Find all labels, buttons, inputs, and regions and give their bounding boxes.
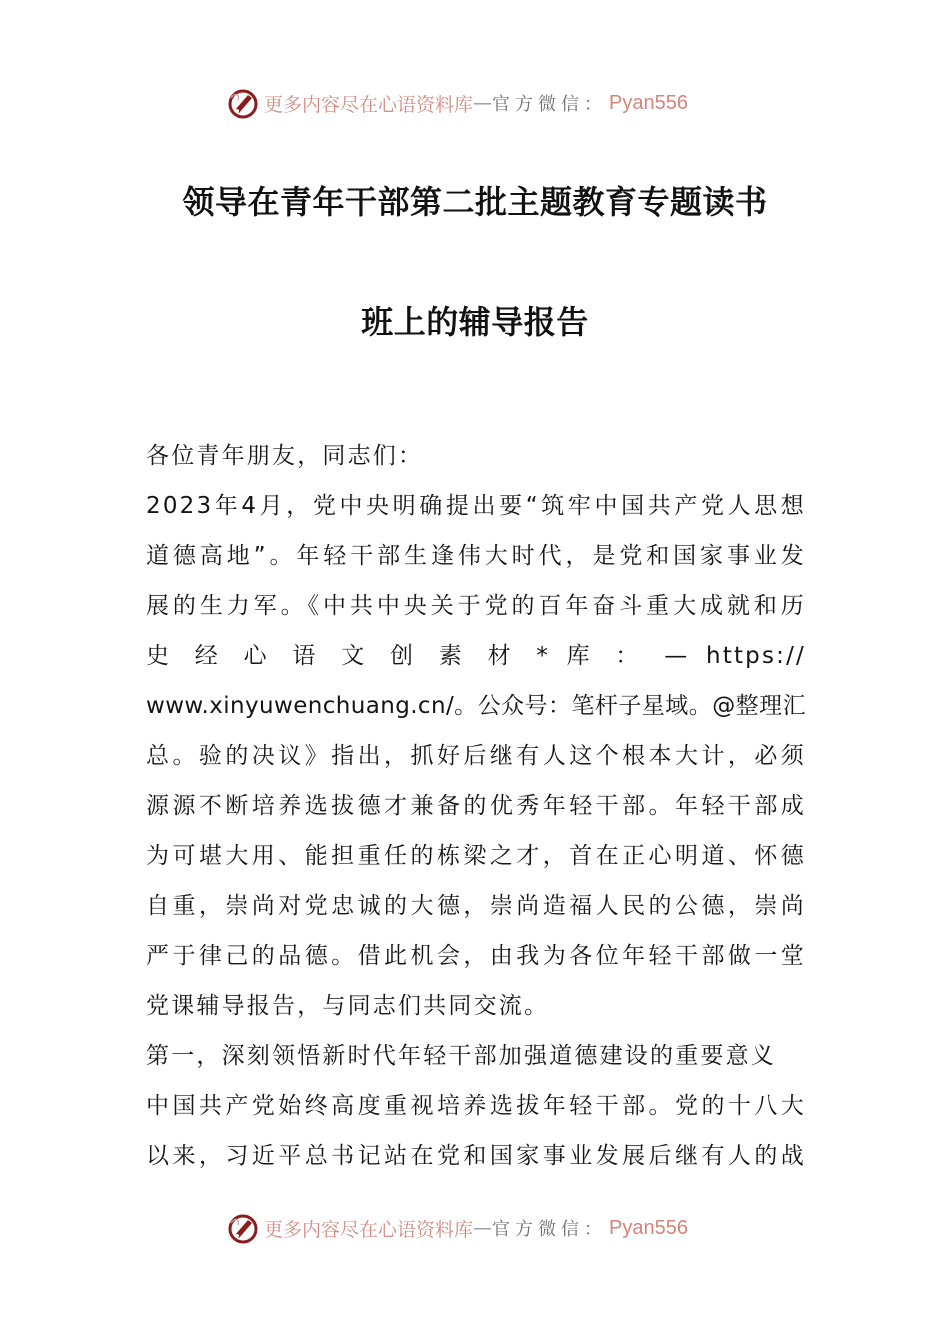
banner-text: 更多内容尽在心语资料库	[264, 1218, 474, 1241]
quill-pen-logo-icon	[226, 86, 260, 120]
paragraph-line: 史 经 心 语 文 创 素 材 * 库 ： — https://	[146, 643, 806, 669]
banner-wechat-label: 官方微信：	[492, 94, 608, 115]
paragraph-line: 严于律己的品德。借此机会，由我为各位年轻干部做一堂	[146, 943, 806, 969]
banner-wechat-id: Pyan556	[609, 91, 688, 114]
paragraph-1	[146, 481, 806, 1031]
paragraph-line: 自重，崇尚对党忠诚的大德，崇尚造福人民的公德，崇尚	[146, 893, 806, 919]
banner-dash: —	[473, 1217, 493, 1239]
salutation-text: 各位青年朋友，同志们：	[146, 443, 424, 469]
paragraph-line: 源源不断培养选拔德才兼备的优秀年轻干部。年轻干部成	[146, 793, 806, 819]
paragraph-line: 展的生力军。《中共中央关于党的百年奋斗重大成就和历	[146, 593, 806, 619]
document-title-line-2: 班上的辅导报告	[361, 303, 589, 341]
paragraph-line: 总。验的决议》指出，抓好后继有人这个根本大计，必须	[146, 743, 806, 769]
section-heading-text: 第一，深刻领悟新时代年轻干部加强道德建设的重要意义	[146, 1043, 776, 1069]
banner-wechat-id: Pyan556	[609, 1216, 688, 1239]
quill-pen-logo-icon	[226, 1211, 260, 1245]
header-banner	[226, 85, 688, 121]
document-body	[146, 431, 806, 1181]
paragraph-line: www.xinyuwenchuang.cn/。公众号：笔杆子星域。@整理汇	[146, 693, 806, 719]
banner-wechat-label: 官方微信：	[492, 1219, 608, 1240]
paragraph-line: 2023年4月，党中央明确提出要“筑牢中国共产党人思想	[146, 493, 806, 519]
footer-banner	[226, 1210, 688, 1246]
paragraph-line: 党课辅导报告，与同志们共同交流。	[146, 993, 550, 1019]
paragraph-line: 以来，习近平总书记站在党和国家事业发展后继有人的战	[146, 1143, 806, 1169]
paragraph-2	[146, 1081, 806, 1181]
banner-text: 更多内容尽在心语资料库	[264, 93, 474, 116]
banner-dash: —	[473, 92, 493, 114]
paragraph-line: 中国共产党始终高度重视培养选拔年轻干部。党的十八大	[146, 1093, 806, 1119]
document-title-line-1: 领导在青年干部第二批主题教育专题读书	[182, 183, 768, 221]
section-heading-1	[146, 1031, 806, 1081]
paragraph-line: 道德高地”。年轻干部生逢伟大时代，是党和国家事业发	[146, 543, 806, 569]
salutation	[146, 431, 806, 481]
paragraph-line: 为可堪大用、能担重任的栋梁之才，首在正心明道、怀德	[146, 843, 806, 869]
